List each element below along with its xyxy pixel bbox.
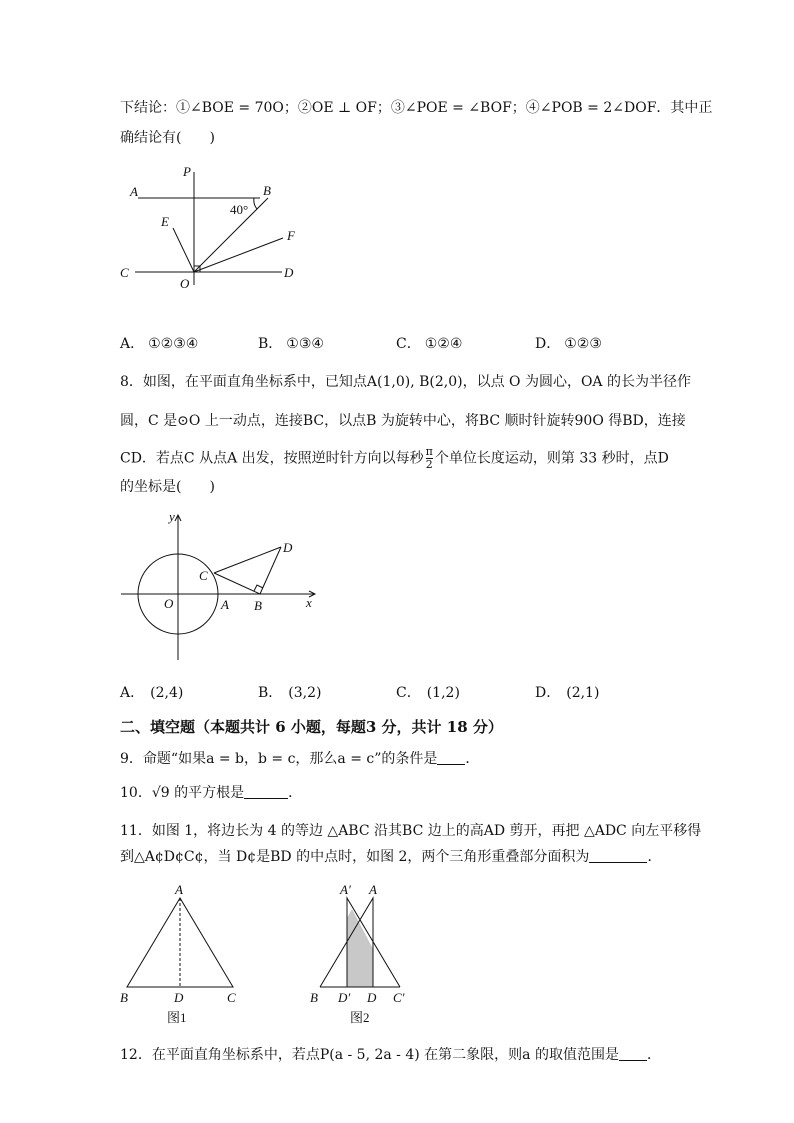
q7-text-line2: 确结论有( ) (120, 130, 215, 146)
q8-fraction-denominator: 2 (425, 458, 433, 471)
q10-answer-blank[interactable] (244, 784, 288, 799)
q7-angle-label: 40° (230, 202, 249, 217)
q11-fig2-label-b: B (310, 990, 318, 1005)
q11-fig1-label-b: B (120, 990, 128, 1005)
q8-text-line3: CD．若点C 从点A 出发，按照逆时针方向以每秒 $\frac{\pi}{2}$ 个单位长度运动，则第 33 秒时，点D (120, 445, 669, 471)
q7-option-b[interactable]: B． ①③④ (258, 336, 324, 352)
q9-answer-blank[interactable] (437, 750, 465, 765)
q11-answer-blank[interactable] (589, 848, 647, 863)
q10-text: 10．√9 的平方根是 ． (120, 785, 303, 801)
q8-label-a: A (221, 597, 229, 612)
q8-option-b[interactable]: B． (3,2) (258, 685, 322, 701)
q11-fig2-label-c-prime: C′ (393, 990, 405, 1005)
q7-option-c[interactable]: C． ①②④ (396, 336, 463, 352)
q7-angle-arc (254, 198, 257, 209)
q11-fig2-label-d-prime: D′ (338, 990, 351, 1005)
q11-fig2-label-d: D (367, 990, 377, 1005)
q11-figure-2 (305, 878, 420, 1028)
q8-option-c[interactable]: C． (1,2) (396, 685, 460, 701)
q7-figure (110, 160, 320, 295)
q7-label-b: B (263, 183, 271, 198)
q8-label-y: y (169, 509, 175, 524)
q11-fig1-caption: 图1 (167, 1010, 187, 1025)
q8-label-o: O (164, 596, 174, 611)
q7-label-d: D (284, 265, 294, 280)
q7-label-p: P (183, 164, 191, 179)
q8-segment-cb (214, 573, 260, 594)
q7-line-of (194, 238, 283, 272)
q11-fig2-label-a-prime: A′ (340, 882, 351, 897)
q7-label-c: C (120, 265, 129, 280)
q11-figure-1 (112, 878, 247, 1028)
q7-text-line1: 下结论：①∠BOE = 70O；②OE ⊥ OF；③∠POE = ∠BOF；④∠POB = 2∠DOF．其中正 (120, 100, 713, 116)
q8-option-d[interactable]: D． (2,1) (535, 685, 600, 701)
q7-label-e: E (161, 214, 169, 229)
q7-line-oe (173, 228, 194, 272)
q8-label-x: x (306, 595, 312, 610)
q11-text-line2: 到△A¢D¢C¢，当 D¢是BD 的中点时，如图 2，两个三角形重叠部分面积为 ． (120, 849, 662, 865)
q9-text: 9．命题“如果a = b，b = c，那么a = c”的条件是 ． (120, 751, 480, 767)
q8-label-b: B (254, 598, 262, 613)
q7-label-f: F (287, 228, 295, 243)
q11-fig1-label-a: A (175, 882, 183, 897)
q7-option-d[interactable]: D． ①②③ (535, 336, 602, 352)
q8-label-c: C (199, 568, 208, 583)
q8-text-line4: 的坐标是( ) (120, 479, 215, 495)
section-heading-fill-in: 二、填空题（本题共计 6 小题，每题3 分，共计 18 分） (120, 718, 503, 736)
q8-text-line2: 圆，C 是⊙O 上一动点，连接BC，以点B 为旋转中心，将BC 顺时针旋转90O 得BD，连接 (120, 413, 686, 429)
q11-text-line1: 11．如图 1，将边长为 4 的等边 △ABC 沿其BC 边上的高AD 剪开，再把 △ADC 向左平移得 (120, 823, 702, 839)
q7-label-a: A (130, 184, 138, 199)
q8-label-d: D (283, 540, 293, 555)
q8-figure (115, 505, 325, 665)
q8-text-line1: 8．如图，在平面直角坐标系中，已知点A(1,0), B(2,0)，以点 O 为圆心，OA 的长为半径作 (120, 374, 691, 390)
q12-answer-blank[interactable] (619, 1046, 647, 1061)
q8-option-a[interactable]: A． (2,4) (120, 685, 184, 701)
q11-fig2-label-a: A (369, 882, 377, 897)
q7-label-o: O (180, 276, 190, 291)
q7-option-a[interactable]: A． ①②③④ (120, 336, 199, 352)
q12-text: 12．在平面直角坐标系中，若点P(a - 5, 2a - 4) 在第二象限，则a 的取值范围是 ． (120, 1047, 661, 1063)
q11-fig2-caption: 图2 (350, 1010, 370, 1025)
q8-fraction-numerator: π (425, 445, 433, 458)
q11-fig1-label-c: C (227, 990, 236, 1005)
q11-fig1-label-d: D (174, 990, 184, 1005)
